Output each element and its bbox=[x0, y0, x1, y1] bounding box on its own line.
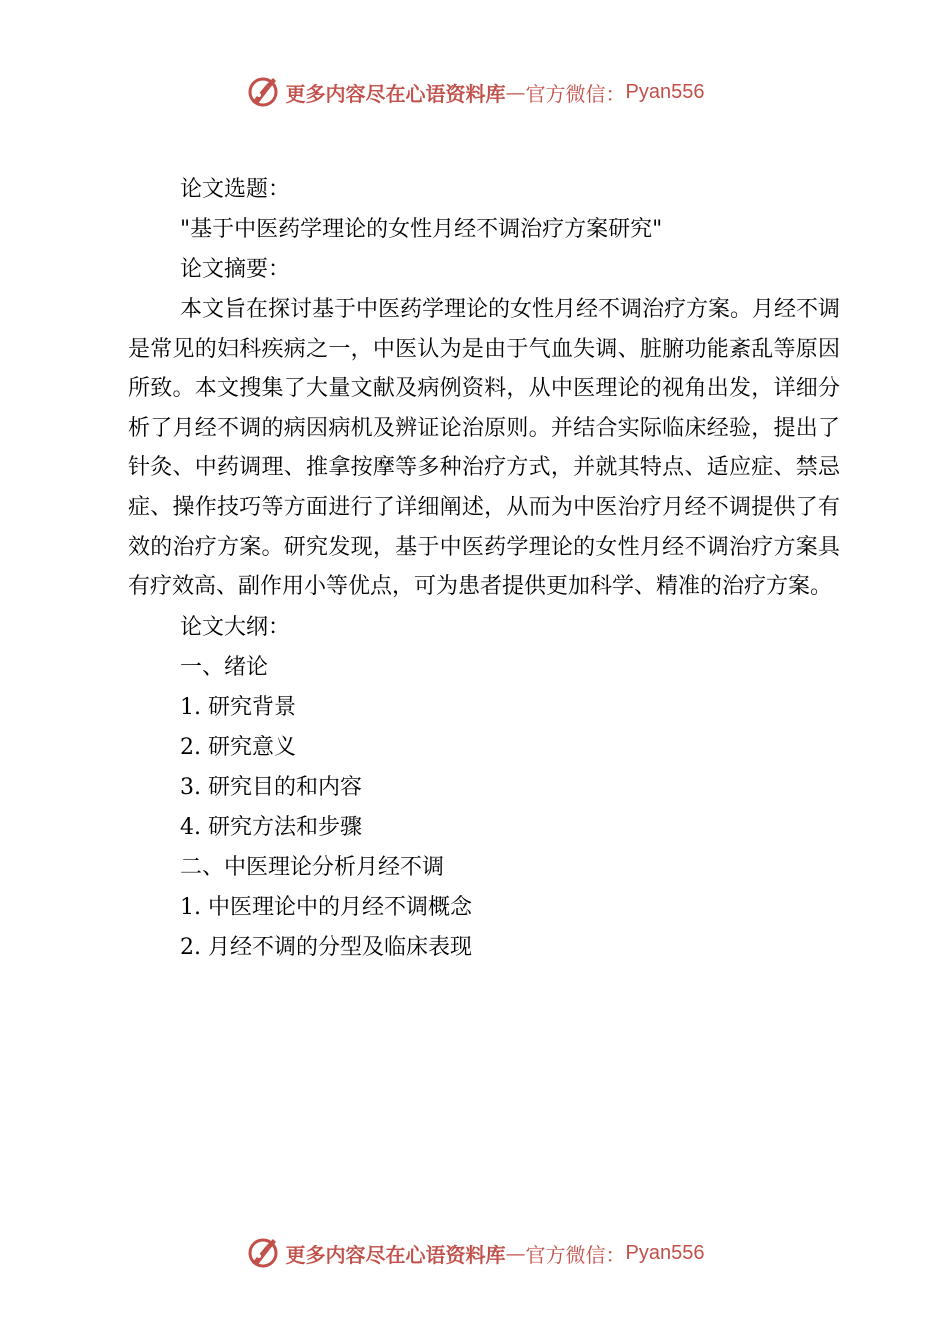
abstract-label: 论文摘要： bbox=[180, 257, 291, 282]
header-separator: — bbox=[505, 80, 526, 104]
outline-item: 1. 研究背景 bbox=[180, 694, 296, 720]
footer-wechat-id: Pyan556 bbox=[625, 1241, 705, 1264]
outline-item: 3. 研究目的和内容 bbox=[180, 774, 362, 800]
pen-circle-icon bbox=[246, 75, 280, 109]
outline-item: 2. 研究意义 bbox=[180, 734, 296, 760]
outline-item: 一、绪论 bbox=[180, 654, 269, 680]
topic-label: 论文选题： bbox=[180, 177, 291, 202]
outline-item: 2. 月经不调的分型及临床表现 bbox=[180, 934, 472, 960]
outline-label: 论文大纲： bbox=[180, 614, 291, 640]
footer-wechat-label: 官方微信： bbox=[525, 1242, 626, 1267]
outline-item: 1. 中医理论中的月经不调概念 bbox=[180, 894, 472, 920]
footer-banner bbox=[0, 1233, 950, 1273]
outline-item: 4. 研究方法和步骤 bbox=[180, 814, 362, 840]
topic-title: "基于中医药学理论的女性月经不调治疗方案研究" bbox=[180, 217, 663, 242]
document-body bbox=[128, 170, 840, 968]
outline-item: 二、中医理论分析月经不调 bbox=[180, 854, 445, 880]
pen-circle-icon bbox=[246, 1236, 280, 1270]
header-wechat-id: Pyan556 bbox=[625, 80, 705, 103]
header-banner bbox=[0, 72, 950, 112]
abstract-paragraph: 本文旨在探讨基于中医药学理论的女性月经不调治疗方案。月经不调是常见的妇科疾病之一，中医认为是由于气血失调、脏腑功能紊乱等原因所致。本文搜集了大量文献及病例资料，从中医理论的视角出发，详细分析了月经不调的病因病机及辨证论治原则。并结合实际临床经验，提出了针灸、中药调理、推拿按摩等多种治疗方式，并就其特点、适应症、禁忌症、操作技巧等方面进行了详细阐述，从而为中医治疗月经不调提供了有效的治疗方案。研究发现，基于中医药学理论的女性月经不调治疗方案具有疗效高、副作用小等优点，可为患者提供更加科学、精准的治疗方案。 bbox=[128, 297, 841, 600]
footer-separator: — bbox=[505, 1241, 526, 1265]
footer-brand: 更多内容尽在心语资料库 bbox=[285, 1242, 506, 1267]
header-wechat-label: 官方微信： bbox=[525, 81, 626, 106]
header-brand: 更多内容尽在心语资料库 bbox=[285, 81, 506, 106]
